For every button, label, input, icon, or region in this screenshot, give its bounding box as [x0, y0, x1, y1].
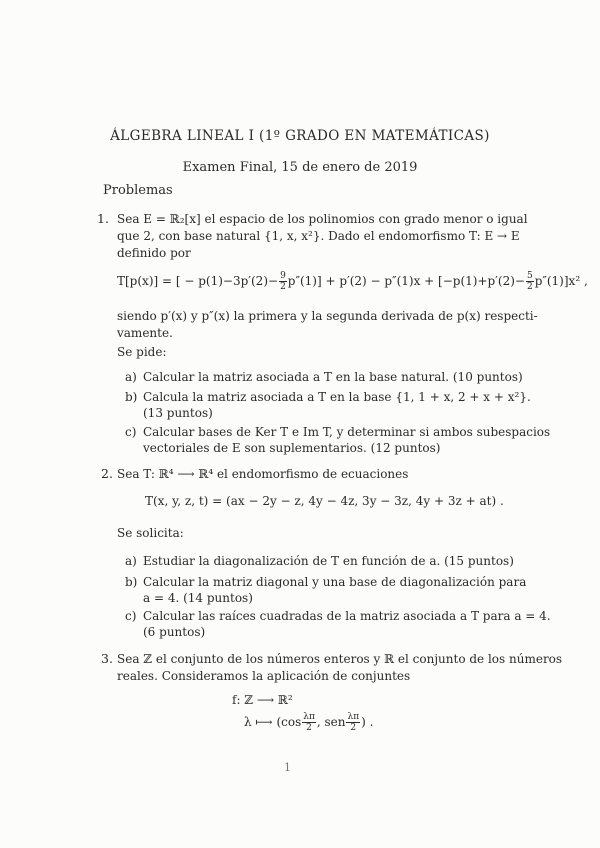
- section-title: Problemas: [103, 183, 173, 198]
- problem-2-item-c-label: c): [125, 609, 137, 623]
- problem-1-ask: Se pide:: [117, 345, 167, 359]
- fraction-denominator: 2: [306, 723, 312, 733]
- page-number: 1: [284, 761, 291, 774]
- exam-subtitle: Examen Final, 15 de enero de 2019: [182, 160, 418, 175]
- map-part-2: , sen: [316, 715, 346, 729]
- problem-2-item-c-text-1: Calcular las raíces cuadradas de la matriz asociada a T para a = 4.: [143, 609, 551, 623]
- problem-2-item-b-label: b): [125, 575, 138, 589]
- formula-1-part-1: T[p(x)] = [ − p(1)−3p′(2)−: [117, 274, 279, 288]
- formula-1-fraction-1: [279, 271, 287, 292]
- problem-1-after-line-1: siendo p′(x) y p″(x) la primera y la segunda derivada de p(x) respecti-: [117, 309, 538, 323]
- fraction-denominator: 2: [350, 723, 357, 733]
- problem-1-item-c-text-2: vectoriales de E son suplementarios. (12 puntos): [143, 441, 441, 455]
- problem-1-item-b-text-2: (13 puntos): [143, 406, 213, 420]
- fraction-numerator: λπ: [347, 712, 360, 722]
- map-part-3: ) .: [361, 715, 374, 729]
- problem-2-intro: Sea T: ℝ⁴ ⟶ ℝ⁴ el endomorfismo de ecuaciones: [117, 467, 409, 481]
- problem-2-formula: T(x, y, z, t) = (ax − 2y − z, 4y − 4z, 3y − 3z, 4y + 3z + at) .: [145, 494, 504, 508]
- formula-1-part-3: p″(1)]x² ,: [534, 274, 588, 288]
- fraction-denominator: 2: [526, 282, 533, 292]
- problem-3-intro-line-2: reales. Consideramos la aplicación de conjuntes: [117, 669, 411, 683]
- formula-1-fraction-2: [526, 271, 534, 292]
- problem-1-item-c-label: c): [125, 425, 137, 439]
- problem-1-item-c-text-1: Calcular bases de Ker T e Im T, y determinar si ambos subespacios: [143, 425, 551, 439]
- problem-3-map-line-2: [244, 711, 373, 733]
- problem-2-number: 2.: [101, 466, 113, 481]
- problem-3-intro-line-1: Sea ℤ el conjunto de los números enteros y ℝ el conjunto de los números: [117, 652, 563, 666]
- fraction-numerator: 5: [526, 271, 533, 281]
- problem-2-ask: Se solicita:: [117, 526, 184, 540]
- problem-1-intro-line-3: definido por: [117, 246, 191, 260]
- fraction-denominator: 2: [280, 282, 286, 292]
- formula-1-part-2: p″(1)] + p′(2) − p″(1)x + [−p(1)+p′(2)−: [287, 274, 525, 288]
- problem-1-item-a-text: Calcular la matriz asociada a T en la base natural. (10 puntos): [143, 370, 523, 384]
- problem-1-item-b-label: b): [125, 390, 138, 404]
- problem-1-after-line-2: vamente.: [117, 326, 173, 340]
- problem-2-item-b-text-2: a = 4. (14 puntos): [143, 591, 253, 605]
- fraction-numerator: λπ: [303, 712, 315, 722]
- map-fraction-2: [346, 712, 360, 733]
- problem-2-item-a-label: a): [125, 554, 137, 568]
- exam-title: ÁLGEBRA LINEAL I (1º GRADO EN MATEMÁTICAS): [110, 128, 490, 144]
- problem-1-intro-line-2: que 2, con base natural {1, x, x²}. Dado el endomorfismo T: E → E: [117, 229, 520, 243]
- map-part-1: λ ⟼ (cos: [244, 715, 302, 729]
- fraction-numerator: 9: [280, 271, 286, 281]
- problem-3-number: 3.: [101, 651, 113, 666]
- problem-1-item-b-text-1: Calcula la matriz asociada a T en la base {1, 1 + x, 2 + x + x²}.: [143, 390, 531, 404]
- problem-2-item-c-text-2: (6 puntos): [143, 625, 206, 639]
- problem-1-number: 1.: [97, 211, 109, 226]
- problem-3-map-line-1: f: ℤ ⟶ ℝ²: [232, 693, 293, 707]
- problem-1-item-a-label: a): [125, 370, 137, 384]
- problem-1-intro-line-1: Sea E = ℝ₂[x] el espacio de los polinomios con grado menor o igual: [117, 212, 528, 226]
- problem-2-item-b-text-1: Calcular la matriz diagonal y una base de diagonalización para: [143, 575, 527, 589]
- map-fraction-1: [302, 712, 316, 733]
- problem-1-formula: [117, 270, 588, 292]
- problem-2-item-a-text: Estudiar la diagonalización de T en función de a. (15 puntos): [143, 554, 514, 568]
